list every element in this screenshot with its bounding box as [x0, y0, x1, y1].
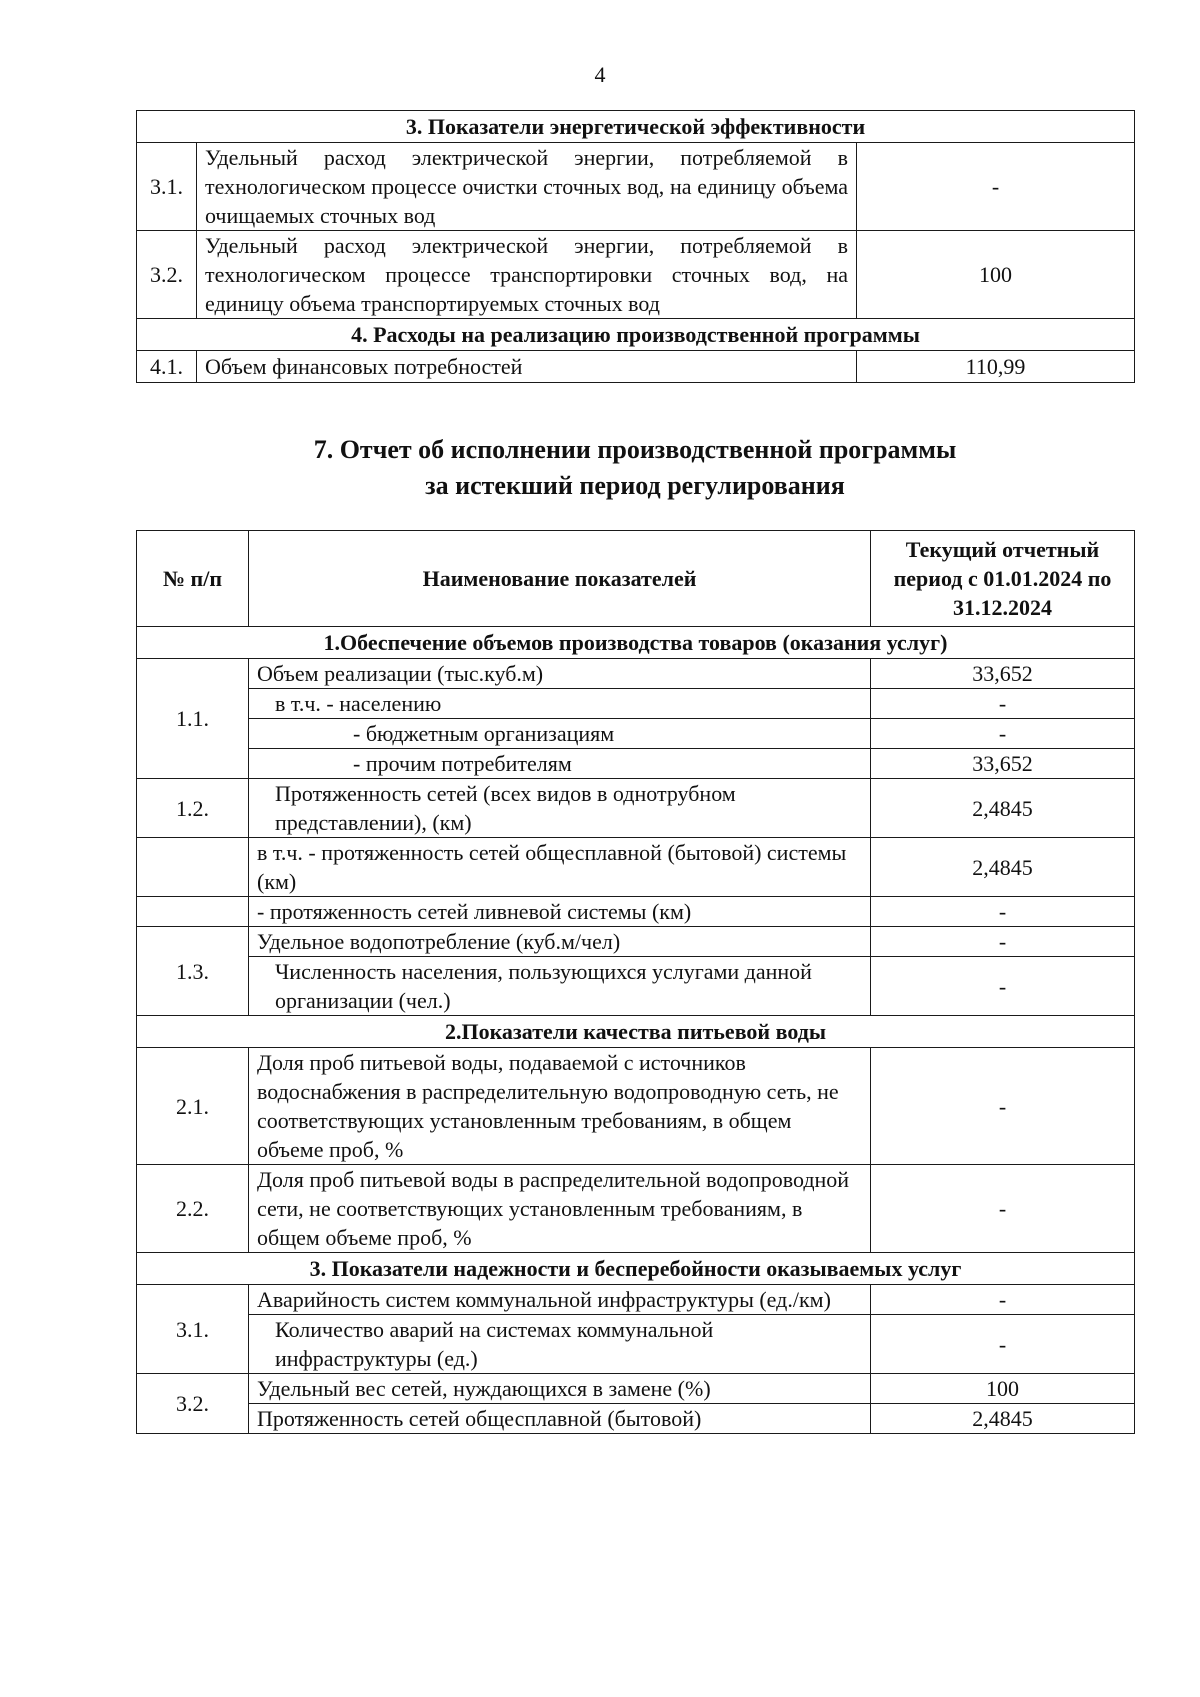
row-value: -: [857, 143, 1135, 231]
row-value: -: [871, 1315, 1135, 1374]
table-row: [137, 719, 1135, 749]
row-value: -: [871, 897, 1135, 927]
row-value: -: [871, 689, 1135, 719]
row-number: 2.2.: [137, 1165, 249, 1253]
row-number: 4.1.: [137, 351, 197, 383]
row-value: 2,4845: [871, 838, 1135, 897]
table-row: [137, 143, 1135, 231]
row-number: 1.2.: [137, 779, 249, 838]
table-row: [137, 689, 1135, 719]
row-name: Количество аварий на системах коммунальной инфраструктуры (ед.): [249, 1315, 871, 1374]
page-number: 4: [594, 62, 606, 87]
row-number: 3.1.: [137, 143, 197, 231]
row-number-empty: [137, 838, 249, 897]
table-row: [137, 957, 1135, 1016]
table-row: [137, 779, 1135, 838]
table-row: [137, 659, 1135, 689]
table-row: [137, 749, 1135, 779]
row-name: в т.ч. - населению: [249, 689, 871, 719]
section-3-title: 3. Показатели энергетической эффективности: [137, 111, 1135, 143]
header-period: Текущий отчетный период с 01.01.2024 по 31.12.2024: [871, 531, 1135, 627]
row-name: - прочим потребителям: [249, 749, 871, 779]
row-name: Удельный расход электрической энергии, потребляемой в технологическом процессе транспортировки сточных вод, на единицу объема транспортируемых сточных вод: [197, 231, 857, 319]
table-row: [137, 1285, 1135, 1315]
row-number-empty: [137, 897, 249, 927]
header-num: № п/п: [137, 531, 249, 627]
row-value: 110,99: [857, 351, 1135, 383]
row-name: Объем финансовых потребностей: [197, 351, 857, 383]
table-row: [137, 927, 1135, 957]
row-number: 3.2.: [137, 1374, 249, 1434]
section-1-title: 1.Обеспечение объемов производства товаров (оказания услуг): [137, 627, 1135, 659]
row-number: 1.1.: [137, 659, 249, 779]
row-name: Удельное водопотребление (куб.м/чел): [249, 927, 871, 957]
section-2-title: 2.Показатели качества питьевой воды: [137, 1016, 1135, 1048]
row-name: - протяженность сетей ливневой системы (км): [249, 897, 871, 927]
table-row: [137, 1374, 1135, 1404]
row-value: 100: [857, 231, 1135, 319]
row-number: 2.1.: [137, 1048, 249, 1165]
row-number: 3.1.: [137, 1285, 249, 1374]
header-row: [137, 531, 1135, 627]
row-name: Доля проб питьевой воды в распределительной водопроводной сети, не соответствующих установленным требованиям, в общем объеме проб, %: [249, 1165, 871, 1253]
energy-efficiency-table: [136, 110, 1135, 383]
row-name: Аварийность систем коммунальной инфраструктуры (ед./км): [249, 1285, 871, 1315]
row-name: - бюджетным организациям: [249, 719, 871, 749]
row-value: 100: [871, 1374, 1135, 1404]
section-7-title: [0, 432, 1200, 504]
table-row: [137, 231, 1135, 319]
row-name: Удельный вес сетей, нуждающихся в замене (%): [249, 1374, 871, 1404]
row-value: -: [871, 957, 1135, 1016]
table-row: [137, 351, 1135, 383]
section-3-reliability-title: 3. Показатели надежности и бесперебойности оказываемых услуг: [137, 1253, 1135, 1285]
row-value: 2,4845: [871, 1404, 1135, 1434]
row-value: -: [871, 1285, 1135, 1315]
row-name: Объем реализации (тыс.куб.м): [249, 659, 871, 689]
table-row: [137, 1315, 1135, 1374]
row-value: 33,652: [871, 659, 1135, 689]
row-name: Удельный расход электрической энергии, потребляемой в технологическом процессе очистки сточных вод, на единицу объема очищаемых сточных вод: [197, 143, 857, 231]
row-value: -: [871, 1048, 1135, 1165]
table-row: [137, 897, 1135, 927]
row-value: 2,4845: [871, 779, 1135, 838]
row-number: 1.3.: [137, 927, 249, 1016]
row-name: в т.ч. - протяженность сетей общесплавной (бытовой) системы (км): [249, 838, 871, 897]
row-name: Численность населения, пользующихся услугами данной организации (чел.): [249, 957, 871, 1016]
row-value: -: [871, 719, 1135, 749]
row-number: 3.2.: [137, 231, 197, 319]
row-name: Протяженность сетей общесплавной (бытовой): [249, 1404, 871, 1434]
table-row: [137, 1165, 1135, 1253]
table-row: [137, 838, 1135, 897]
row-value: 33,652: [871, 749, 1135, 779]
row-name: Доля проб питьевой воды, подаваемой с источников водоснабжения в распределительную водопроводную сеть, не соответствующих установленным требованиям, в общем объеме проб, %: [249, 1048, 871, 1165]
row-value: -: [871, 1165, 1135, 1253]
report-table: [136, 530, 1135, 1434]
table-row: [137, 1048, 1135, 1165]
section-7-title-line1: 7. Отчет об исполнении производственной программы: [313, 435, 957, 464]
row-name: Протяженность сетей (всех видов в однотрубном представлении), (км): [249, 779, 871, 838]
table-row: [137, 1404, 1135, 1434]
header-name: Наименование показателей: [249, 531, 871, 627]
section-7-title-line2: за истекший период регулирования: [425, 471, 845, 500]
section-4-title: 4. Расходы на реализацию производственной программы: [137, 319, 1135, 351]
row-value: -: [871, 927, 1135, 957]
